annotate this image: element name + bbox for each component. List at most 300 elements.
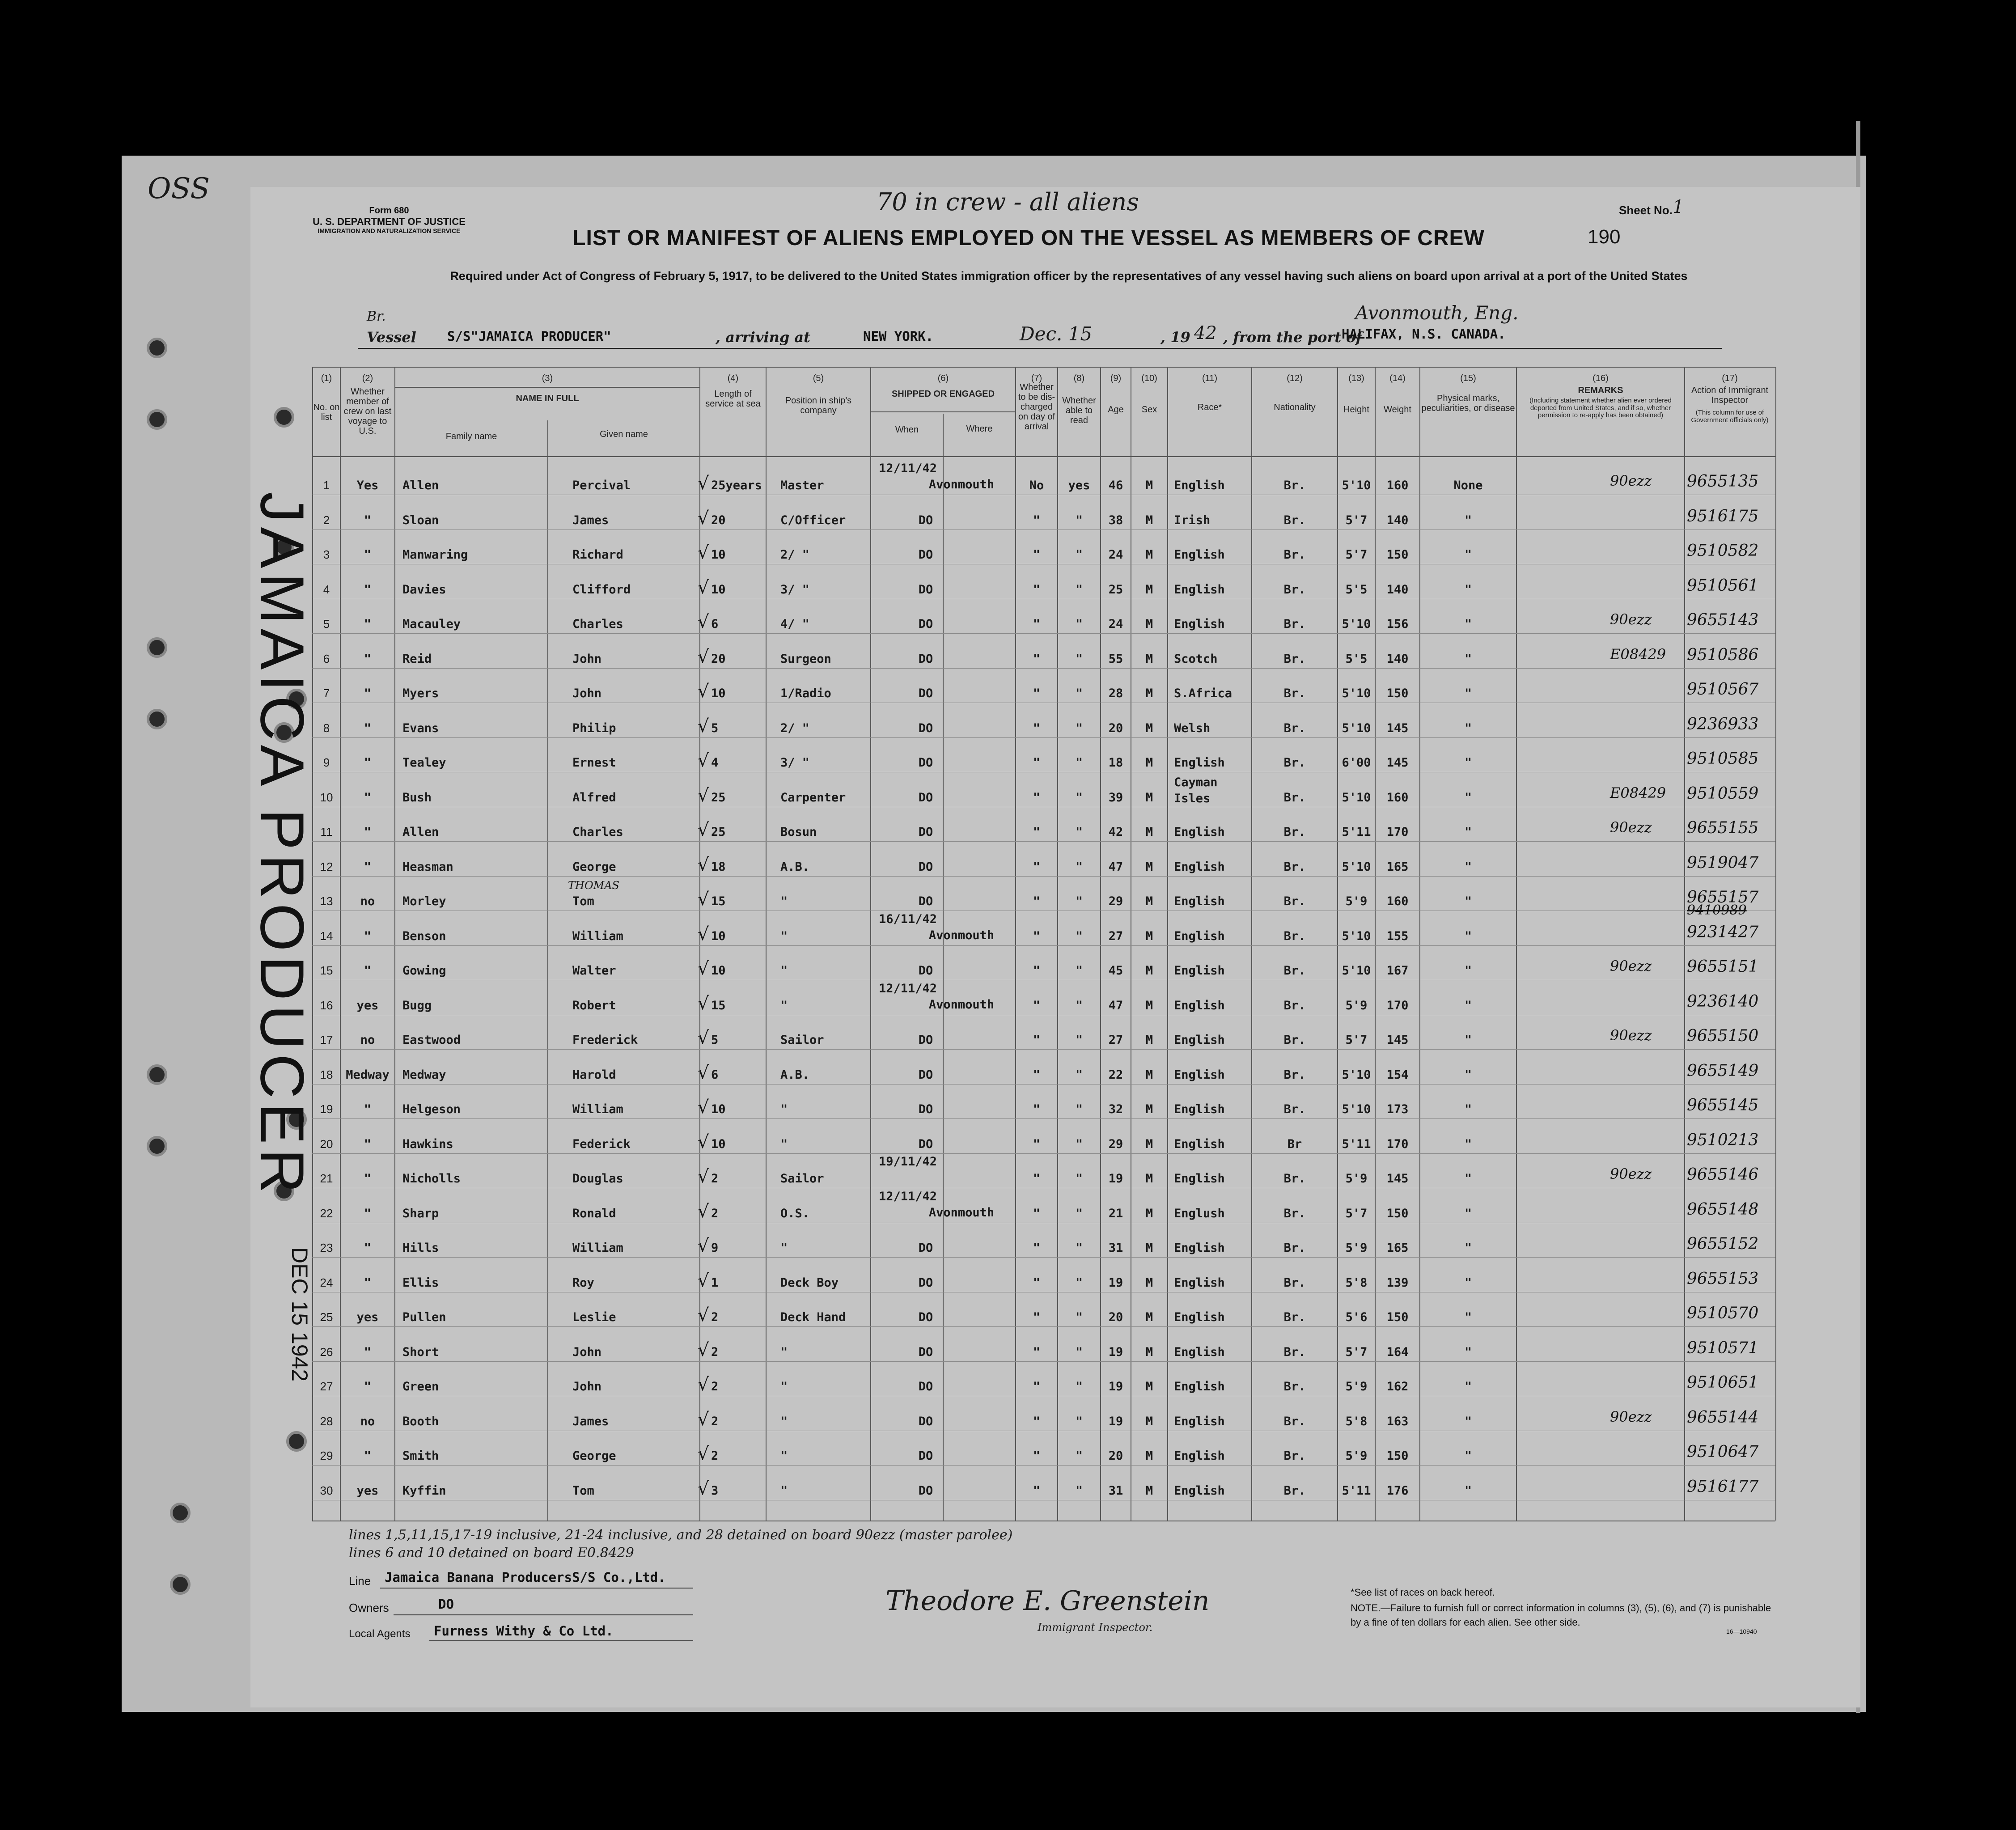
binder-hole xyxy=(147,338,167,358)
cell-phys: " xyxy=(1464,1137,1472,1151)
cell-service: 20 xyxy=(711,652,726,666)
cell-n: 7 xyxy=(323,686,330,700)
inspector-action-number: 9510559 xyxy=(1687,784,1759,803)
cell-age: 20 xyxy=(1108,1449,1123,1463)
cell-position: Sailor xyxy=(780,1033,824,1047)
cell-weight: 150 xyxy=(1386,1449,1409,1463)
owners: DO xyxy=(438,1597,454,1612)
cell-height: 5'7 xyxy=(1345,1206,1368,1220)
cell-phys: " xyxy=(1464,1449,1472,1463)
inspector-action-number: 9655150 xyxy=(1687,1027,1759,1045)
check-mark: √ xyxy=(698,958,709,979)
cell-n: 25 xyxy=(320,1310,333,1324)
cell-read: " xyxy=(1075,1068,1083,1082)
cell-given: Tom xyxy=(572,894,594,908)
arrival-port: NEW YORK. xyxy=(863,329,934,344)
cell-race: Irish xyxy=(1174,513,1211,527)
col-num: (17) xyxy=(1722,373,1738,383)
inspector-action-number: 9516175 xyxy=(1687,507,1759,525)
inspector-action-number: 9510651 xyxy=(1687,1373,1759,1392)
cell-read: " xyxy=(1075,548,1083,562)
header-race: Race* xyxy=(1197,402,1222,412)
cell-n: 28 xyxy=(320,1414,333,1428)
cell-sex: M xyxy=(1145,1380,1153,1394)
cell-nat: Br. xyxy=(1283,929,1306,943)
penalty-note: NOTE.—Failure to furnish full or correct information in columns (3), (5), (6), and (7) is punishable by a fine of ten dollars for each alien. See other side. xyxy=(1351,1602,1771,1628)
cell-race: English xyxy=(1174,1345,1225,1359)
cell-read: " xyxy=(1075,652,1083,666)
cell-position: O.S. xyxy=(780,1206,810,1220)
cell-position: A.B. xyxy=(780,1068,810,1082)
cell-nat: Br. xyxy=(1283,1241,1306,1255)
cell-crew: " xyxy=(364,1137,372,1151)
cell-weight: 176 xyxy=(1386,1483,1409,1498)
check-mark: √ xyxy=(698,785,709,806)
cell-phys: " xyxy=(1464,1033,1472,1047)
cell-given: Alfred xyxy=(572,790,616,805)
cell-phys: " xyxy=(1464,790,1472,805)
header-crew-last-voyage: Whether member of crew on last voyage to U.S. xyxy=(343,387,392,436)
cell-phys: " xyxy=(1464,1483,1472,1498)
header-sex: Sex xyxy=(1141,405,1157,415)
cell-given: John xyxy=(572,652,602,666)
cell-nat: Br. xyxy=(1283,756,1306,770)
cell-service: 3 xyxy=(711,1483,719,1498)
cell-nat: Br. xyxy=(1283,1068,1306,1082)
cell-nat: Br. xyxy=(1283,1483,1306,1498)
cell-position: " xyxy=(780,964,788,978)
cell-phys: " xyxy=(1464,1172,1472,1186)
cell-phys: " xyxy=(1464,1275,1472,1290)
check-mark: √ xyxy=(698,1409,709,1430)
cell-height: 5'10 xyxy=(1342,479,1371,492)
inspector-action-number: 9510567 xyxy=(1687,680,1759,699)
inspector-action-number: 9510213 xyxy=(1687,1131,1759,1149)
check-mark: √ xyxy=(698,1339,709,1360)
cell-read: " xyxy=(1075,1310,1083,1324)
cell-n: 22 xyxy=(320,1206,333,1220)
cell-service: 2 xyxy=(711,1380,719,1394)
cell-when: DO xyxy=(918,652,933,666)
cell-crew: yes xyxy=(356,1310,379,1324)
cell-height: 5'9 xyxy=(1345,1380,1368,1394)
stamp-date: DEC 15 1942 xyxy=(287,1247,312,1382)
cell-read: " xyxy=(1075,1102,1083,1116)
cell-race: English xyxy=(1174,894,1225,908)
cell-given: George xyxy=(572,860,616,874)
cell-race: S.Africa xyxy=(1174,686,1232,700)
cell-service: 10 xyxy=(711,1102,726,1116)
cell-read: " xyxy=(1075,964,1083,978)
cell-height: 5'11 xyxy=(1342,1483,1371,1498)
vessel-name-stamp xyxy=(247,491,331,1257)
cell-crew: " xyxy=(364,790,372,805)
agents-label: Local Agents xyxy=(349,1628,411,1640)
cell-age: 24 xyxy=(1108,548,1123,562)
cell-phys: " xyxy=(1464,686,1472,700)
cell-when: DO xyxy=(918,548,933,562)
cell-weight: 139 xyxy=(1386,1275,1409,1290)
cell-sex: M xyxy=(1145,1206,1153,1220)
col-num: (13) xyxy=(1348,373,1364,383)
cell-read: " xyxy=(1075,721,1083,735)
cell-family: Ellis xyxy=(402,1275,439,1290)
inspector-action-number: 9655157 xyxy=(1687,888,1759,907)
cell-when: DO xyxy=(918,1241,933,1255)
cell-position: " xyxy=(780,1241,788,1255)
cell-n: 18 xyxy=(320,1068,333,1081)
cell-given: Clifford xyxy=(572,582,631,597)
cell-family: Hills xyxy=(402,1241,439,1255)
cell-dis: " xyxy=(1033,1380,1041,1394)
cell-age: 22 xyxy=(1108,1068,1123,1082)
cell-height: 5'9 xyxy=(1345,998,1368,1012)
cell-nat: Br. xyxy=(1283,686,1306,700)
cell-family: Sloan xyxy=(402,513,439,527)
col-num: (5) xyxy=(813,373,824,383)
col-num: (6) xyxy=(937,373,949,383)
cell-family: Bugg xyxy=(402,998,432,1012)
check-mark: √ xyxy=(698,993,709,1014)
cell-sex: M xyxy=(1145,964,1153,978)
cell-crew: Medway xyxy=(346,1068,390,1082)
cell-phys: " xyxy=(1464,548,1472,562)
cell-read: " xyxy=(1075,1137,1083,1151)
cell-nat: Br. xyxy=(1283,617,1306,631)
col-num: (16) xyxy=(1592,373,1609,383)
form-number: Form 680 xyxy=(369,206,409,216)
arrival-year: 42 xyxy=(1194,323,1217,343)
remark-annotation: E08429 xyxy=(1610,784,1666,801)
form-subtitle: Required under Act of Congress of February 5, 1917, to be delivered to the United States immigration officer by the representatives of any vessel having such aliens on board upon arrival at a port of the United States xyxy=(450,269,1688,283)
cell-crew: " xyxy=(364,652,372,666)
cell-crew: " xyxy=(364,1241,372,1255)
cell-race: Cayman Isles xyxy=(1174,775,1218,805)
cell-race: English xyxy=(1174,1380,1225,1394)
header-when: When xyxy=(895,425,919,435)
cell-n: 20 xyxy=(320,1137,333,1151)
cell-read: " xyxy=(1075,1033,1083,1047)
cell-height: 5'11 xyxy=(1342,1137,1371,1151)
cell-given: Federick xyxy=(572,1137,631,1151)
cell-phys: " xyxy=(1464,1310,1472,1324)
cell-sex: M xyxy=(1145,790,1153,805)
cell-when: DO xyxy=(918,686,933,700)
inspector-action-number: 9655149 xyxy=(1687,1061,1759,1080)
cell-race: English xyxy=(1174,1137,1225,1151)
cell-family: Smith xyxy=(402,1449,439,1463)
cell-crew: " xyxy=(364,1380,372,1394)
cell-position: Deck Boy xyxy=(780,1275,839,1290)
remark-annotation: 90ezz xyxy=(1610,957,1652,974)
cell-given: Douglas xyxy=(572,1172,623,1186)
header-position: Position in ship's company xyxy=(785,396,852,415)
cell-family: Davies xyxy=(402,582,446,597)
cell-position: 1/Radio xyxy=(780,686,831,700)
cell-n: 29 xyxy=(320,1449,333,1462)
cell-race: English xyxy=(1174,1275,1225,1290)
column-rule xyxy=(1775,367,1776,1521)
row-rule xyxy=(312,945,1775,946)
cell-position: " xyxy=(780,1483,788,1498)
inspector-action-number: 9655153 xyxy=(1687,1269,1759,1288)
cell-height: 5'9 xyxy=(1345,1241,1368,1255)
cell-when: DO xyxy=(918,1449,933,1463)
cell-service: 10 xyxy=(711,548,726,562)
header-action: Action of Immigrant Inspector xyxy=(1691,385,1769,405)
cell-family: Manwaring xyxy=(402,548,468,562)
cell-given: Harold xyxy=(572,1068,616,1082)
cell-read: " xyxy=(1075,617,1083,631)
cell-weight: 173 xyxy=(1386,1102,1409,1116)
cell-family: Hawkins xyxy=(402,1137,453,1151)
cell-given: James xyxy=(572,1414,609,1428)
inspector-action-number: 9655144 xyxy=(1687,1408,1759,1427)
cell-read: " xyxy=(1075,1275,1083,1290)
header-height: Height xyxy=(1343,405,1369,415)
cell-family: Tealey xyxy=(402,756,446,770)
cell-sex: M xyxy=(1145,1068,1153,1082)
cell-position: C/Officer xyxy=(780,513,846,527)
cell-age: 46 xyxy=(1108,479,1123,492)
cell-height: 5'5 xyxy=(1345,582,1368,597)
cell-weight: 145 xyxy=(1386,756,1409,770)
cell-crew: " xyxy=(364,1275,372,1290)
col-num: (10) xyxy=(1141,373,1157,383)
cell-crew: " xyxy=(364,860,372,874)
cell-nat: Br. xyxy=(1283,1172,1306,1186)
cell-crew: " xyxy=(364,825,372,839)
cell-crew: no xyxy=(360,1033,375,1047)
cell-family: Medway xyxy=(402,1068,446,1082)
cell-when: 16/11/42 xyxy=(878,912,937,926)
cell-family: Reid xyxy=(402,652,432,666)
cell-when: 12/11/42 xyxy=(878,981,937,995)
cell-given: Percival xyxy=(572,479,631,492)
cell-position: 2/ " xyxy=(780,721,810,735)
cell-sex: M xyxy=(1145,686,1153,700)
cell-sex: M xyxy=(1145,1137,1153,1151)
cell-dis: " xyxy=(1033,721,1041,735)
cell-position: " xyxy=(780,1137,788,1151)
cell-when: DO xyxy=(918,1345,933,1359)
header-discharged: Whether to be dis-charged on day of arrival xyxy=(1018,382,1055,432)
check-mark: √ xyxy=(698,820,709,840)
check-mark: √ xyxy=(698,1270,709,1291)
cell-nat: Br xyxy=(1287,1137,1302,1151)
cell-age: 19 xyxy=(1108,1380,1123,1394)
row-rule xyxy=(312,841,1775,842)
cell-height: 5'10 xyxy=(1342,964,1371,978)
cell-read: " xyxy=(1075,1380,1083,1394)
check-mark: √ xyxy=(698,473,709,494)
cell-race: English xyxy=(1174,1449,1225,1463)
col-num: (9) xyxy=(1110,373,1122,383)
header-nationality: Nationality xyxy=(1274,402,1316,412)
cell-crew: " xyxy=(364,929,372,943)
cell-dis: " xyxy=(1033,1345,1041,1359)
cell-crew: " xyxy=(364,1449,372,1463)
cell-nat: Br. xyxy=(1283,860,1306,874)
check-mark: √ xyxy=(698,1166,709,1187)
cell-nat: Br. xyxy=(1283,513,1306,527)
cell-sex: M xyxy=(1145,652,1153,666)
cell-race: English xyxy=(1174,1033,1225,1047)
cell-family: Nicholls xyxy=(402,1172,461,1186)
cell-n: 6 xyxy=(323,652,330,665)
struck-action-number: 9410989 xyxy=(1687,902,1747,918)
cell-sex: M xyxy=(1145,479,1153,492)
cell-position: Sailor xyxy=(780,1172,824,1186)
cell-weight: 150 xyxy=(1386,548,1409,562)
corner-note: OSS xyxy=(148,172,210,205)
col-num: (7) xyxy=(1031,373,1042,383)
check-mark: √ xyxy=(698,1478,709,1499)
cell-crew: " xyxy=(364,617,372,631)
header-rule xyxy=(394,387,699,388)
header-remarks: REMARKS xyxy=(1578,385,1623,395)
cell-phys: " xyxy=(1464,1380,1472,1394)
sheet-label: Sheet No. xyxy=(1619,203,1673,217)
cell-sex: M xyxy=(1145,721,1153,735)
binder-hole xyxy=(147,637,167,658)
cell-dis: " xyxy=(1033,1483,1041,1498)
cell-dis: " xyxy=(1033,686,1041,700)
cell-given: Robert xyxy=(572,998,616,1012)
cell-weight: 140 xyxy=(1386,582,1409,597)
check-mark: √ xyxy=(698,646,709,667)
cell-position: " xyxy=(780,1102,788,1116)
remark-annotation: 90ezz xyxy=(1610,1165,1652,1182)
column-rule xyxy=(870,367,871,1521)
inspector-action-number: 9510570 xyxy=(1687,1304,1759,1322)
cell-dis: " xyxy=(1033,617,1041,631)
cell-weight: 160 xyxy=(1386,894,1409,908)
binder-hole xyxy=(147,409,167,430)
cell-dis: " xyxy=(1033,1275,1041,1290)
check-mark: √ xyxy=(698,889,709,910)
col-num: (11) xyxy=(1202,373,1218,383)
cell-n: 9 xyxy=(323,756,330,769)
races-note: *See list of races on back hereof. xyxy=(1351,1587,1495,1598)
cell-when: DO xyxy=(918,1102,933,1116)
cell-given: George xyxy=(572,1449,616,1463)
cell-weight: 154 xyxy=(1386,1068,1409,1082)
row-rule xyxy=(312,633,1775,634)
cell-n: 26 xyxy=(320,1345,333,1359)
check-mark: √ xyxy=(698,1374,709,1395)
cell-height: 5'8 xyxy=(1345,1414,1368,1428)
cell-race: English xyxy=(1174,929,1225,943)
cell-phys: " xyxy=(1464,860,1472,874)
cell-dis: " xyxy=(1033,790,1041,805)
check-mark: √ xyxy=(698,854,709,875)
cell-where: Avonmouth xyxy=(928,997,995,1012)
origin-port: HALIFAX, N.S. CANADA. xyxy=(1342,326,1506,342)
cell-phys: " xyxy=(1464,1068,1472,1082)
remark-annotation: 90ezz xyxy=(1610,1408,1652,1425)
cell-race: English xyxy=(1174,582,1225,597)
cell-dis: " xyxy=(1033,582,1041,597)
cell-given: Leslie xyxy=(572,1310,616,1324)
cell-sex: M xyxy=(1145,1172,1153,1186)
cell-phys: " xyxy=(1464,825,1472,839)
binder-hole xyxy=(286,1431,307,1452)
cell-nat: Br. xyxy=(1283,1449,1306,1463)
cell-sex: M xyxy=(1145,1483,1153,1498)
cell-family: Morley xyxy=(402,894,446,908)
header-where: Where xyxy=(966,424,993,434)
cell-read: " xyxy=(1075,1483,1083,1498)
cell-n: 14 xyxy=(320,929,333,943)
line-underline xyxy=(380,1588,693,1589)
cell-position: A.B. xyxy=(780,860,810,874)
column-rule xyxy=(766,367,767,1521)
cell-race: Scotch xyxy=(1174,652,1218,666)
col-num: (1) xyxy=(321,373,332,383)
header-no-on-list: No. on list xyxy=(313,402,340,422)
cell-race: English xyxy=(1174,479,1225,492)
header-able-read: Whether able to read xyxy=(1062,396,1096,425)
row-rule xyxy=(312,737,1775,738)
inspector-action-number: 9231427 xyxy=(1687,923,1759,941)
cell-height: 5'10 xyxy=(1342,686,1371,700)
cell-crew: " xyxy=(364,548,372,562)
cell-dis: " xyxy=(1033,860,1041,874)
check-mark: √ xyxy=(698,612,709,632)
cell-dis: " xyxy=(1033,998,1041,1012)
inspector-action-number: 9519047 xyxy=(1687,853,1759,872)
header-rule xyxy=(870,411,1015,412)
cell-nat: Br. xyxy=(1283,479,1306,492)
cell-phys: " xyxy=(1464,1206,1472,1220)
cell-read: yes xyxy=(1068,479,1090,492)
cell-weight: 163 xyxy=(1386,1414,1409,1428)
cell-given: John xyxy=(572,686,602,700)
cell-service: 5 xyxy=(711,1033,719,1047)
cell-sex: M xyxy=(1145,1102,1153,1116)
cell-weight: 150 xyxy=(1386,686,1409,700)
cell-weight: 165 xyxy=(1386,860,1409,874)
cell-height: 5'10 xyxy=(1342,860,1371,874)
cell-crew: no xyxy=(360,1414,375,1428)
detention-note-2: lines 6 and 10 detained on board E0.8429 xyxy=(349,1545,634,1561)
cell-when: DO xyxy=(918,756,933,770)
cell-when: DO xyxy=(918,894,933,908)
cell-position: Carpenter xyxy=(780,790,846,805)
cell-sex: M xyxy=(1145,548,1153,562)
cell-sex: M xyxy=(1145,1345,1153,1359)
cell-height: 6'00 xyxy=(1342,756,1371,770)
cell-when: DO xyxy=(918,1483,933,1498)
cell-weight: 170 xyxy=(1386,825,1409,839)
cell-nat: Br. xyxy=(1283,1033,1306,1047)
inspector-action-number: 9655148 xyxy=(1687,1200,1759,1219)
col-num: (15) xyxy=(1460,373,1476,383)
cell-nat: Br. xyxy=(1283,1102,1306,1116)
cell-sex: M xyxy=(1145,1414,1153,1428)
check-mark: √ xyxy=(698,750,709,771)
cell-nat: Br. xyxy=(1283,1310,1306,1324)
cell-phys: " xyxy=(1464,998,1472,1012)
header-remarks-note: (Including statement whether alien ever ordered deported from United States, and if so, whether permission to re-apply has been obtained) xyxy=(1529,397,1672,419)
cell-crew: no xyxy=(360,894,375,908)
cell-crew: " xyxy=(364,756,372,770)
cell-age: 19 xyxy=(1108,1275,1123,1290)
cell-n: 5 xyxy=(323,617,330,631)
cell-when: DO xyxy=(918,860,933,874)
binder-hole xyxy=(147,1136,167,1156)
